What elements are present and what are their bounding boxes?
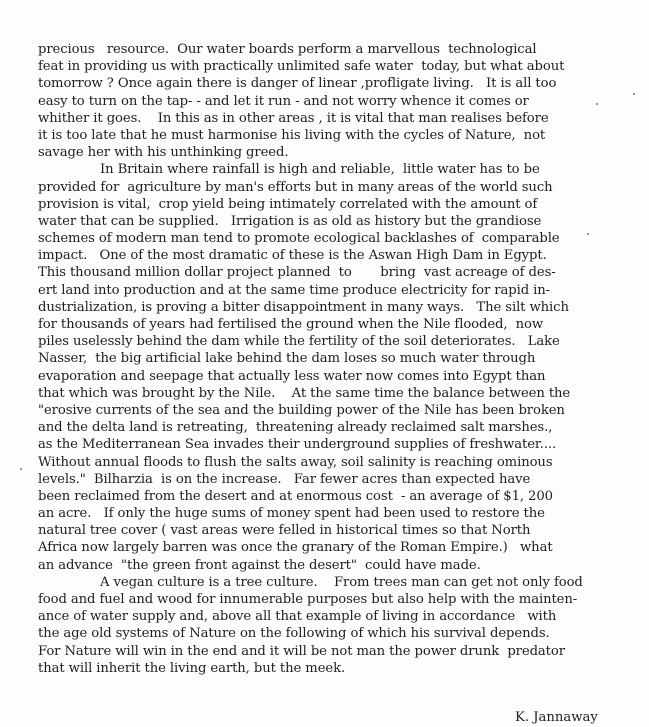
text-line: and the delta land is retreating, threatening already reclaimed salt marshes., (38, 420, 553, 436)
text-line: impact. One of the most dramatic of these is the Aswan High Dam in Egypt. (38, 248, 547, 264)
text-line: piles uselessly behind the dam while the fertility of the soil deteriorates. Lake (38, 334, 560, 350)
text-line: the age old systems of Nature on the following of which his survival depends. (38, 626, 550, 642)
text-line: water that can be supplied. Irrigation is as old as history but the grandiose (38, 213, 542, 229)
text-line: "erosive currents of the sea and the building power of the Nile has been broken (38, 402, 565, 418)
text-line: Nasser, the big artificial lake behind the dam loses so much water through (38, 351, 536, 367)
scan-speck (587, 233, 589, 235)
text-line: ert land into production and at the same time produce electricity for rapid in- (38, 282, 551, 298)
text-line: precious resource. Our water boards perform a marvellous technological (38, 42, 537, 57)
text-line: whither it goes. In this as in other areas , it is vital that man realises before (38, 110, 549, 126)
text-line: that will inherit the living earth, but the meek. (38, 660, 346, 676)
text-line: been reclaimed from the desert and at enormous cost - an average of $1, 200 (38, 488, 553, 504)
text-line: evaporation and seepage that actually less water now comes into Egypt than (38, 368, 546, 384)
scan-speck (596, 103, 598, 105)
author-signature: K. Jannaway (515, 710, 598, 725)
text-line: easy to turn on the tap- - and let it run - and not worry whence it comes or (38, 93, 529, 109)
text-line: ance of water supply and, above all that example of living in accordance with (38, 609, 557, 625)
text-line: schemes of modern man tend to promote ecological backlashes of comparable (38, 231, 560, 247)
text-line: dustrialization, is proving a bitter disappointment in many ways. The silt which (38, 299, 569, 315)
text-line: food and fuel and wood for innumerable purposes but also help with the mainten- (38, 592, 578, 607)
text-line: Africa now largely barren was once the granary of the Roman Empire.) what (38, 540, 553, 556)
scan-speck (633, 93, 635, 95)
text-line: savage her with his unthinking greed. (38, 145, 289, 161)
text-line: feat in providing us with practically unlimited safe water today, but what about (38, 59, 565, 75)
article-text (38, 41, 630, 677)
text-line: This thousand million dollar project planned to bring vast acreage of des- (38, 265, 556, 281)
text-line: as the Mediterranean Sea invades their underground supplies of freshwater.... (38, 437, 557, 453)
text-line: it is too late that he must harmonise his living with the cycles of Nature, not (38, 127, 546, 143)
text-line: that which was brought by the Nile. At the same time the balance between the (38, 385, 571, 401)
text-line: Without annual floods to flush the salts away, soil salinity is reaching ominous (38, 454, 553, 470)
text-line: For Nature will win in the end and it will be not man the power drunk predator (38, 643, 565, 659)
text-line: A vegan culture is a tree culture. From trees man can get not only food (100, 574, 583, 590)
text-line: for thousands of years had fertilised the ground when the Nile flooded, now (38, 317, 544, 332)
text-line: provision is vital, crop yield being intimately correlated with the amount of (38, 196, 538, 212)
text-line: an advance "the green front against the desert" could have made. (38, 557, 481, 573)
text-line: an acre. If only the huge sums of money spent had been used to restore the (38, 506, 545, 522)
text-line: natural tree cover ( vast areas were felled in historical times so that North (38, 523, 531, 539)
text-line: In Britain where rainfall is high and reliable, little water has to be (100, 162, 540, 178)
scan-speck (20, 468, 22, 470)
text-line: provided for agriculture by man's efforts but in many areas of the world such (38, 179, 553, 195)
text-line: tomorrow ? Once again there is danger of linear ,profligate living. It is all too (38, 76, 557, 92)
text-line: levels." Bilharzia is on the increase. Far fewer acres than expected have (38, 471, 531, 487)
